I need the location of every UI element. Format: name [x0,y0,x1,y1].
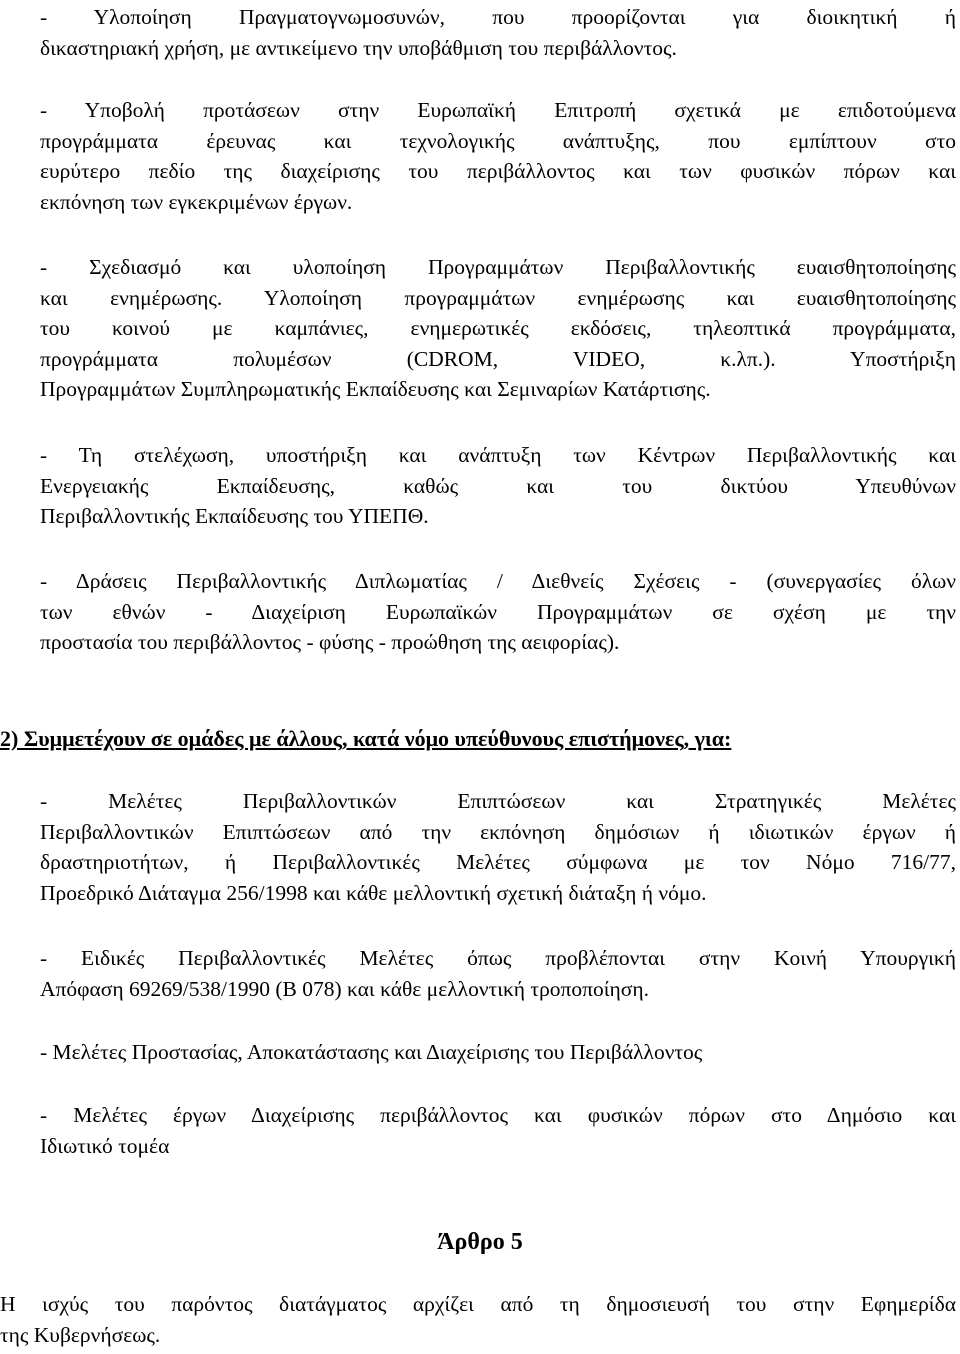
list-item [40,943,956,1004]
list-item [40,95,956,217]
text-line: - Σχεδιασμό και υλοποίηση Προγραμμάτων Περιβαλλοντικής ευαισθητοποίησης [40,255,956,279]
text-line: Ενεργειακής Εκπαίδευσης, καθώς και του δικτύου Υπευθύνων [40,473,956,498]
text-line: - Μελέτες Προστασίας, Αποκατάστασης και Διαχείρισης του Περιβάλλοντος [40,1040,703,1064]
text-line: Προγραμμάτων Συμπληρωματικής Εκπαίδευσης και Σεμιναρίων Κατάρτισης. [40,377,711,401]
text-line: δικαστηριακή χρήση, με αντικείμενο την υποβάθμιση του περιβάλλοντος. [40,35,677,60]
list-item [40,786,956,908]
text-line: των εθνών - Διαχείριση Ευρωπαϊκών Προγραμμάτων σε σχέση με την [40,599,956,624]
text-line: - Υποβολή προτάσεων στην Ευρωπαϊκή Επιτροπή σχετικά με επιδοτούμενα [40,98,956,122]
text-line: Περιβαλλοντικής Εκπαίδευσης του ΥΠΕΠΘ. [40,504,429,528]
list-item [40,252,956,405]
text-line: - Τη στελέχωση, υποστήριξη και ανάπτυξη των Κέντρων Περιβαλλοντικής και [40,443,956,467]
text-line: - Μελέτες έργων Διαχείρισης περιβάλλοντος και φυσικών πόρων στο Δημόσιο και [40,1103,956,1127]
text-line: της Κυβερνήσεως. [0,1322,161,1347]
text-line: δραστηριοτήτων, ή Περιβαλλοντικές Μελέτες σύμφωνα με τον Νόμο 716/77, [40,850,956,874]
text-line: - Μελέτες Περιβαλλοντικών Επιπτώσεων και Στρατηγικές Μελέτες [40,789,956,813]
text-line: Ιδιωτικό τομέα [40,1133,170,1158]
text-line: εκπόνηση των εγκεκριμένων έργων. [40,189,353,214]
text-line: προγράμματα πολυμέσων (CDROM, VIDEO, κ.λπ.). Υποστήριξη [40,346,956,371]
text-line: Απόφαση 69269/538/1990 (Β 078) και κάθε μελλοντική τροποποίηση. [40,976,649,1001]
text-line: - Υλοποίηση Πραγματογνωμοσυνών, που προορίζονται για διοικητική ή [40,5,956,29]
section-heading: 2) Συμμετέχουν σε ομάδες με άλλους, κατά νόμο υπεύθυνους επιστήμονες, για: [0,726,732,751]
text-line: Προεδρικό Διάταγμα 256/1998 και κάθε μελλοντική σχετική διάταξη ή νόμο. [40,880,707,905]
list-item [40,1100,956,1161]
text-line: προστασία του περιβάλλοντος - φύσης - προώθηση της αειφορίας). [40,630,620,654]
text-line: - Ειδικές Περιβαλλοντικές Μελέτες όπως προβλέπονται στην Κοινή Υπουργική [40,946,956,970]
final-paragraph [0,1289,956,1350]
article-title: Άρθρο 5 [437,1229,523,1255]
text-line: προγράμματα έρευνας και τεχνολογικής ανάπτυξης, που εμπίπτουν στο [40,128,956,153]
list-item [40,1037,956,1068]
text-line: και ενημέρωσης. Υλοποίηση προγραμμάτων ενημέρωσης και ευαισθητοποίησης [40,285,956,310]
text-line: Περιβαλλοντικών Επιπτώσεων από την εκπόνηση δημόσιων ή ιδιωτικών έργων ή [40,819,956,844]
list-item [40,2,956,63]
list-item [40,440,956,532]
text-line: ευρύτερο πεδίο της διαχείρισης του περιβάλλοντος και των φυσικών πόρων και [40,159,956,183]
text-line: - Δράσεις Περιβαλλοντικής Διπλωματίας / Διεθνείς Σχέσεις - (συνεργασίες όλων [40,569,956,593]
text-line: Η ισχύς του παρόντος διατάγματος αρχίζει από τη δημοσιευσή του στην Εφημερίδα [0,1292,956,1316]
text-line: του κοινού με καμπάνιες, ενημερωτικές εκδόσεις, τηλεοπτικά προγράμματα, [40,316,956,340]
list-item [40,566,956,658]
